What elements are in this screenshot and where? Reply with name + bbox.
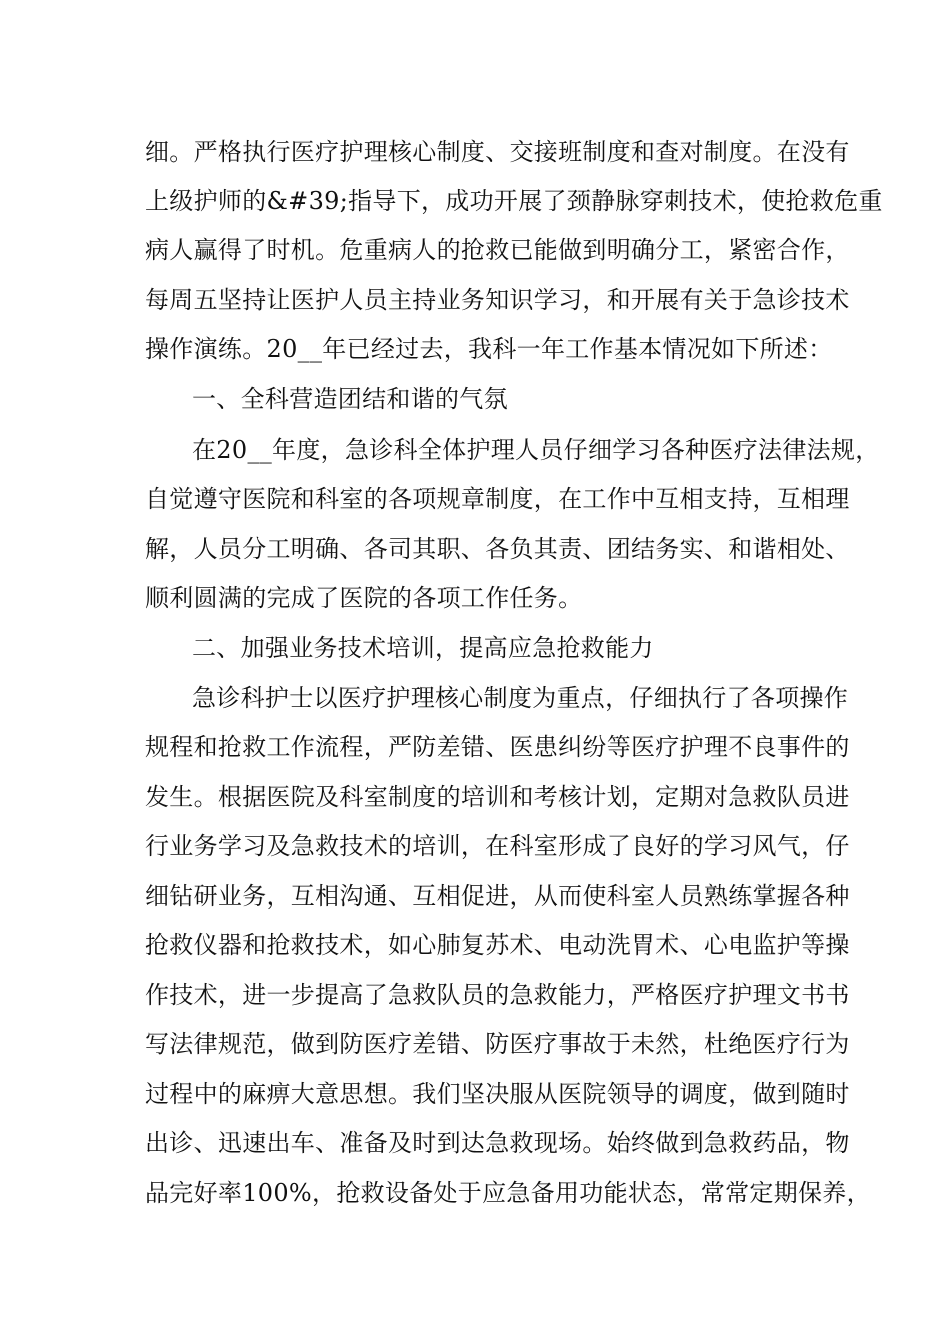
text-line: 出诊、迅速出车、准备及时到达急救现场。始终做到急救药品，物 (145, 1129, 850, 1157)
text-line: 自觉遵守医院和科室的各项规章制度，在工作中互相支持，互相理 (145, 485, 850, 513)
text-line: 顺利圆满的完成了医院的各项工作任务。 (145, 584, 583, 612)
text-line: 急诊科护士以医疗护理核心制度为重点，仔细执行了各项操作 (192, 684, 849, 712)
text-line: 上级护师的&#39;指导下，成功开展了颈静脉穿刺技术，使抢救危重 (145, 187, 883, 215)
text-line: 操作演练。20__年已经过去，我科一年工作基本情况如下所述： (145, 335, 833, 363)
text-line: 在20__年度，急诊科全体护理人员仔细学习各种医疗法律法规， (192, 436, 880, 464)
section-heading: 一、全科营造团结和谐的气氛 (192, 385, 508, 413)
text-line: 行业务学习及急救技术的培训，在科室形成了良好的学习风气，仔 (145, 832, 850, 860)
text-line: 解，人员分工明确、各司其职、各负其责、团结务实、和谐相处、 (145, 535, 850, 563)
text-line: 过程中的麻痹大意思想。我们坚决服从医院领导的调度，做到随时 (145, 1080, 850, 1108)
text-line: 规程和抢救工作流程，严防差错、医患纠纷等医疗护理不良事件的 (145, 733, 850, 761)
text-line: 每周五坚持让医护人员主持业务知识学习，和开展有关于急诊技术 (145, 286, 850, 314)
text-line: 品完好率100%，抢救设备处于应急备用功能状态，常常定期保养， (145, 1179, 871, 1207)
section-heading: 二、加强业务技术培训，提高应急抢救能力 (192, 634, 654, 662)
text-line: 写法律规范，做到防医疗差错、防医疗事故于未然，杜绝医疗行为 (145, 1030, 850, 1058)
text-line: 细钻研业务，互相沟通、互相促进，从而使科室人员熟练掌握各种 (145, 882, 850, 910)
text-line: 作技术，进一步提高了急救队员的急救能力，严格医疗护理文书书 (145, 981, 850, 1009)
text-line: 病人赢得了时机。危重病人的抢救已能做到明确分工，紧密合作， (145, 236, 850, 264)
text-line: 细。严格执行医疗护理核心制度、交接班制度和查对制度。在没有 (145, 138, 850, 166)
text-line: 发生。根据医院及科室制度的培训和考核计划，定期对急救队员进 (145, 783, 850, 811)
text-line: 抢救仪器和抢救技术，如心肺复苏术、电动洗胃术、心电监护等操 (145, 931, 850, 959)
